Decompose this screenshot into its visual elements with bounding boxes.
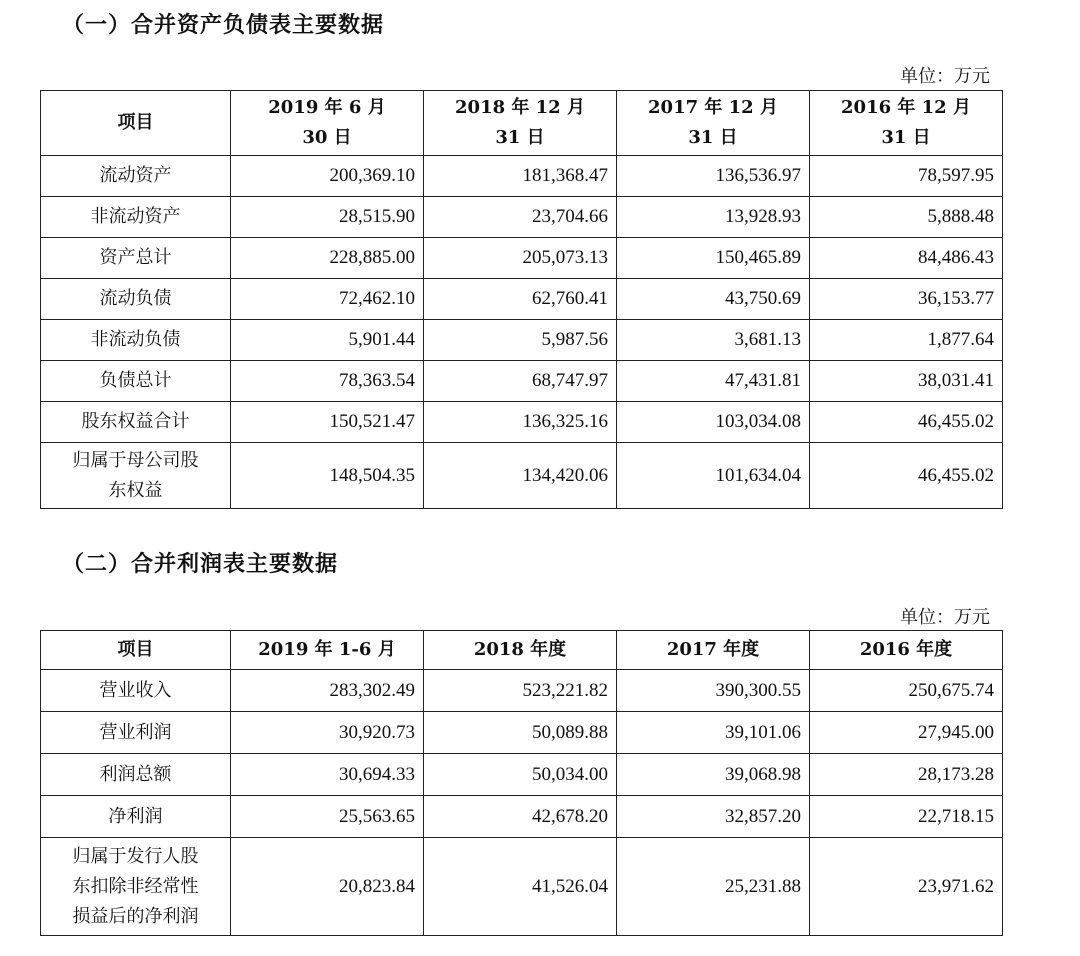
cell-value: 23,971.62 [810, 838, 1003, 936]
cell-value: 43,750.69 [617, 279, 810, 320]
cell-value: 62,760.41 [424, 279, 617, 320]
header-2018: 2018 年 12 月 31 日 [424, 91, 617, 156]
cell-value: 136,536.97 [617, 156, 810, 197]
row-label: 资产总计 [41, 238, 231, 279]
cell-value: 30,694.33 [231, 754, 424, 796]
cell-value: 134,420.06 [424, 443, 617, 509]
cell-value: 283,302.49 [231, 670, 424, 712]
cell-value: 36,153.77 [810, 279, 1003, 320]
header-2019: 2019 年 1-6 月 [231, 631, 424, 670]
header-2018: 2018 年度 [424, 631, 617, 670]
cell-value: 13,928.93 [617, 197, 810, 238]
cell-value: 25,231.88 [617, 838, 810, 936]
cell-value: 390,300.55 [617, 670, 810, 712]
row-label: 利润总额 [41, 754, 231, 796]
row-label: 非流动资产 [41, 197, 231, 238]
table-row [41, 402, 1003, 443]
table-row [41, 320, 1003, 361]
row-label: 营业利润 [41, 712, 231, 754]
cell-value: 50,089.88 [424, 712, 617, 754]
cell-value: 20,823.84 [231, 838, 424, 936]
row-label: 归属于母公司股 东权益 [41, 443, 231, 509]
cell-value: 84,486.43 [810, 238, 1003, 279]
section1-heading: （一）合并资产负债表主要数据 [62, 12, 385, 38]
cell-value: 23,704.66 [424, 197, 617, 238]
table-header-row [41, 631, 1003, 670]
cell-value: 250,675.74 [810, 670, 1003, 712]
cell-value: 136,325.16 [424, 402, 617, 443]
header-item: 项目 [41, 91, 231, 156]
cell-value: 38,031.41 [810, 361, 1003, 402]
table-row [41, 838, 1003, 936]
table-row [41, 279, 1003, 320]
row-label: 归属于发行人股 东扣除非经常性 损益后的净利润 [41, 838, 231, 936]
balance-sheet-table [40, 90, 1003, 509]
cell-value: 148,504.35 [231, 443, 424, 509]
row-label: 负债总计 [41, 361, 231, 402]
section2-heading: （二）合并利润表主要数据 [62, 551, 339, 577]
table-header-row [41, 91, 1003, 156]
cell-value: 103,034.08 [617, 402, 810, 443]
cell-value: 205,073.13 [424, 238, 617, 279]
table-row [41, 156, 1003, 197]
table-row [41, 754, 1003, 796]
cell-value: 68,747.97 [424, 361, 617, 402]
cell-value: 5,987.56 [424, 320, 617, 361]
cell-value: 150,465.89 [617, 238, 810, 279]
table-row [41, 712, 1003, 754]
table-row [41, 197, 1003, 238]
cell-value: 27,945.00 [810, 712, 1003, 754]
table-row [41, 361, 1003, 402]
row-label: 流动负债 [41, 279, 231, 320]
section2-unit: 单位：万元 [900, 607, 990, 628]
cell-value: 5,888.48 [810, 197, 1003, 238]
cell-value: 28,515.90 [231, 197, 424, 238]
cell-value: 30,920.73 [231, 712, 424, 754]
cell-value: 523,221.82 [424, 670, 617, 712]
cell-value: 39,101.06 [617, 712, 810, 754]
cell-value: 32,857.20 [617, 796, 810, 838]
header-2017: 2017 年度 [617, 631, 810, 670]
cell-value: 228,885.00 [231, 238, 424, 279]
row-label: 净利润 [41, 796, 231, 838]
cell-value: 22,718.15 [810, 796, 1003, 838]
header-2019: 2019 年 6 月 30 日 [231, 91, 424, 156]
cell-value: 46,455.02 [810, 443, 1003, 509]
cell-value: 3,681.13 [617, 320, 810, 361]
header-2017: 2017 年 12 月 31 日 [617, 91, 810, 156]
table-row [41, 238, 1003, 279]
row-label: 非流动负债 [41, 320, 231, 361]
cell-value: 181,368.47 [424, 156, 617, 197]
cell-value: 47,431.81 [617, 361, 810, 402]
cell-value: 25,563.65 [231, 796, 424, 838]
header-2016: 2016 年 12 月 31 日 [810, 91, 1003, 156]
cell-value: 72,462.10 [231, 279, 424, 320]
row-label: 股东权益合计 [41, 402, 231, 443]
cell-value: 1,877.64 [810, 320, 1003, 361]
income-statement-table [40, 630, 1003, 936]
cell-value: 78,597.95 [810, 156, 1003, 197]
section1-unit: 单位：万元 [900, 66, 990, 87]
table-row [41, 443, 1003, 509]
header-item: 项目 [41, 631, 231, 670]
cell-value: 28,173.28 [810, 754, 1003, 796]
table-row [41, 796, 1003, 838]
cell-value: 46,455.02 [810, 402, 1003, 443]
cell-value: 78,363.54 [231, 361, 424, 402]
table-row [41, 670, 1003, 712]
cell-value: 41,526.04 [424, 838, 617, 936]
cell-value: 39,068.98 [617, 754, 810, 796]
cell-value: 200,369.10 [231, 156, 424, 197]
header-2016: 2016 年度 [810, 631, 1003, 670]
cell-value: 42,678.20 [424, 796, 617, 838]
cell-value: 150,521.47 [231, 402, 424, 443]
cell-value: 5,901.44 [231, 320, 424, 361]
row-label: 营业收入 [41, 670, 231, 712]
cell-value: 101,634.04 [617, 443, 810, 509]
row-label: 流动资产 [41, 156, 231, 197]
cell-value: 50,034.00 [424, 754, 617, 796]
